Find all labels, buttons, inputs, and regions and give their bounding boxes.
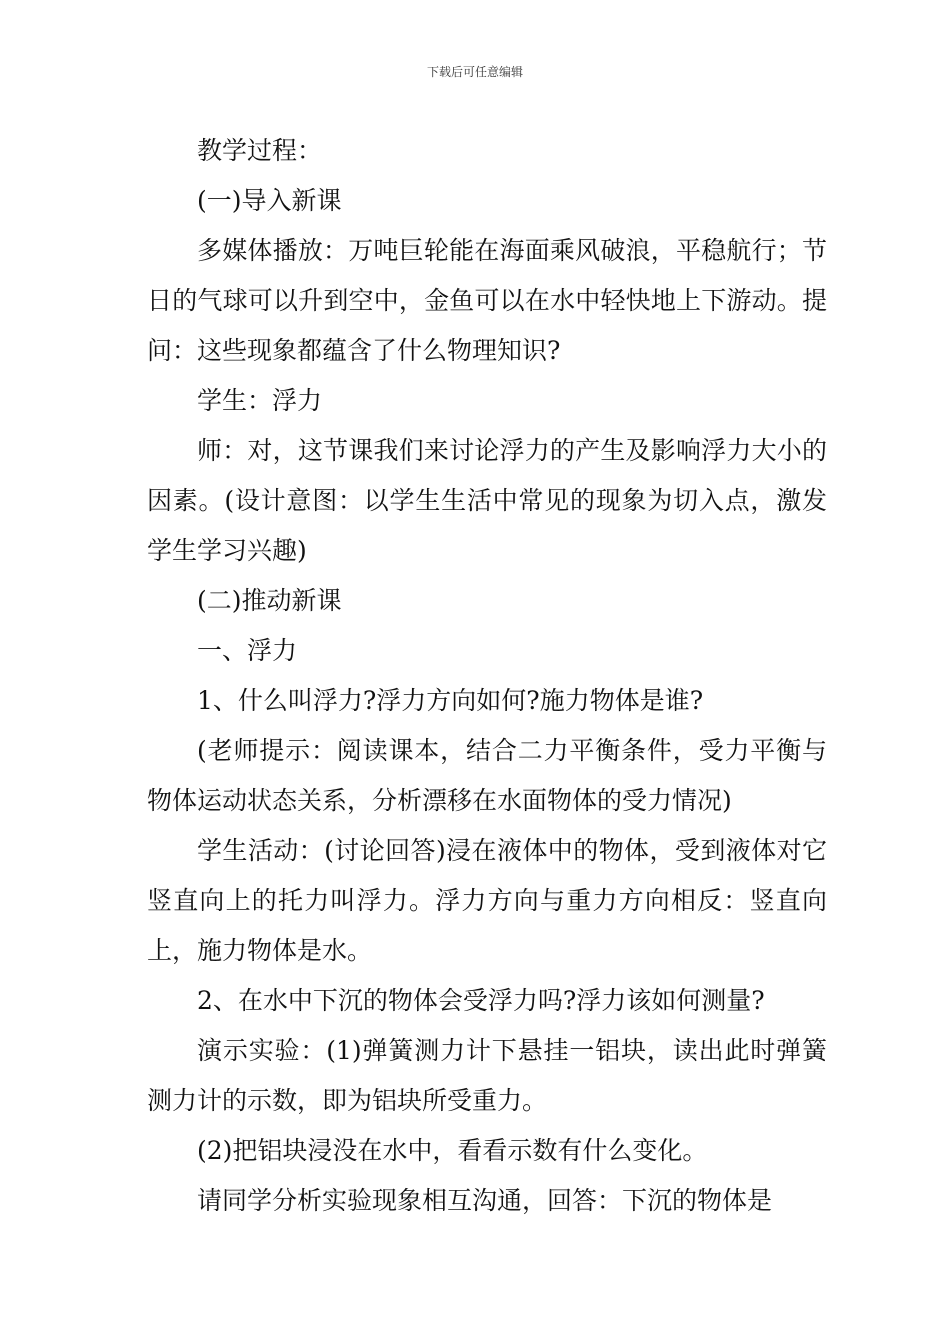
question-2: 2、在水中下沉的物体会受浮力吗?浮力该如何测量? xyxy=(197,986,765,1015)
paragraph-student-answer: 学生：浮力 xyxy=(197,386,323,415)
paragraph-analysis: 请同学分析实验现象相互沟通，回答：下沉的物体是 xyxy=(197,1186,773,1215)
subheading-introduction: (一)导入新课 xyxy=(197,186,342,215)
question-1: 1、什么叫浮力?浮力方向如何?施力物体是谁? xyxy=(197,686,704,715)
paragraph-teacher: 师：对，这节课我们来讨论浮力的产生及影响浮力大小的因素。(设计意图：以学生生活中常见的现象为切入点，激发学生学习兴趣) xyxy=(147,436,827,565)
paragraph-teacher-hint: (老师提示：阅读课本，结合二力平衡条件，受力平衡与物体运动状态关系，分析漂移在水面物体的受力情况) xyxy=(147,736,827,815)
page-header: 下载后可任意编辑 xyxy=(426,65,523,79)
paragraph-step-2: (2)把铝块浸没在水中，看看示数有什么变化。 xyxy=(197,1136,708,1165)
subheading-new-lesson: (二)推动新课 xyxy=(197,586,342,615)
paragraph-multimedia: 多媒体播放：万吨巨轮能在海面乘风破浪，平稳航行；节日的气球可以升到空中，金鱼可以在水中轻快地上下游动。提问：这些现象都蕴含了什么物理知识? xyxy=(147,236,827,365)
document-body xyxy=(147,126,827,1226)
paragraph-demo-experiment: 演示实验：(1)弹簧测力计下悬挂一铝块，读出此时弹簧测力计的示数，即为铝块所受重力。 xyxy=(147,1036,827,1115)
section-heading-teaching-process: 教学过程： xyxy=(197,136,323,165)
section-buoyancy: 一、浮力 xyxy=(197,636,298,665)
paragraph-student-activity: 学生活动：(讨论回答)浸在液体中的物体，受到液体对它竖直向上的托力叫浮力。浮力方向与重力方向相反：竖直向上，施力物体是水。 xyxy=(147,836,827,965)
